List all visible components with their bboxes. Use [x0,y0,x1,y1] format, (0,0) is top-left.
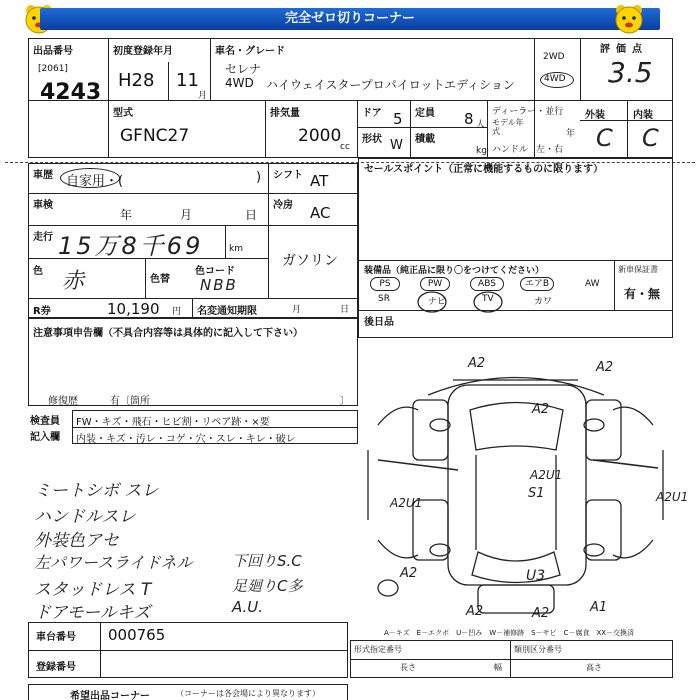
lot-label: 出品番号 [33,46,73,57]
notes-title: 注意事項申告欄（不具合内容等は具体的に記入して下さい） [33,328,303,339]
equip-pw: PW [420,277,450,291]
mark-11: A2 [532,606,550,621]
warranty-value: 有・無 [624,287,661,301]
dealer-label: ディーラー・並行 [492,107,564,117]
mark-6: A2U1 [530,468,563,482]
equip-ps: PS [370,277,400,291]
shift-label: シフト [273,170,303,181]
displacement: 2000 [298,126,342,146]
color-code-label: 色コード [195,266,235,277]
color-label: 色 [33,266,43,277]
displacement-label: 排気量 [270,108,300,119]
door-label: ドア [362,108,382,119]
warranty-label: 新車保証書 [618,265,658,274]
recycle-fee: 10,190 [107,300,160,318]
interior-row: 内装・キズ・汚レ・コゲ・穴・スレ・キレ・破レ [76,434,296,445]
shape: W [390,138,403,153]
eval-score: 3.5 [608,56,653,89]
note-line-1: ミートシボ スレ [34,481,159,501]
car-name: セレナ [225,62,262,76]
car-damage-diagram [358,340,673,630]
equip-label: 装備品（純正品に限り〇をつけてください） [364,266,545,276]
model-label: 型式 [113,108,133,119]
cc-unit: cc [340,142,350,152]
reg-label: 登録番号 [36,662,76,673]
fw-row: FW・キズ・飛石・ヒビ割・リペア跡・×要 [76,417,270,428]
footer-note: （コーナーは各会場により異なります） [176,689,320,698]
repair-close: 〕 [340,396,350,407]
mark-4: A2U1 [390,496,423,510]
entry-label: 記入欄 [30,432,60,443]
mark-3: A2 [532,402,550,417]
grade: ハイウェイスタープロパイロットエディション [266,78,515,92]
equip-sr: SR [378,294,390,304]
mark-2: A2 [596,360,614,375]
note-line-6: ドアモールキズ [34,603,151,623]
handle-label: ハンドル [492,145,529,155]
footer-title: 希望出品コーナー [70,691,150,700]
km-unit: km [229,244,243,254]
body-color-label: 色替 [150,274,170,285]
sales-title: セールスポイント（正常に機能するものに限ります） [364,164,604,175]
eval-label: 評価点 [600,44,648,55]
repair-label: 修復歴 [48,396,78,407]
history-close: ) [256,170,262,185]
history: 自家用・( [66,174,124,189]
note-line-3: 外装色アセ [34,531,119,551]
doors: 5 [393,110,403,128]
mileage: 15万8千69 [58,232,204,260]
equip-abs: ABS [470,277,504,291]
note-line-2: ハンドルスレ [34,507,136,527]
month-unit: 月 [198,91,208,101]
recycle-label: R券 [33,306,51,317]
drive-4wd: 4WD [544,74,566,84]
equip-leather: カワ [534,297,553,307]
lot-sub: [2061] [38,64,68,74]
note-right-3: A.U. [232,598,264,616]
ac-label: 冷房 [273,200,293,211]
interior-label: 内装 [633,110,653,121]
capacity-label: 定員 [415,108,435,119]
drive-2wd: 2WD [543,52,565,62]
mileage-label: 走行 [33,232,53,243]
model-year-label: モデル年式 [492,118,524,136]
chassis-number: 000765 [108,626,166,644]
inspection-year-unit: 年 [120,208,133,222]
first-reg-label: 初度登録年月 [113,46,173,57]
capacity: 8 [464,110,474,128]
handle-options: 左・右 [536,145,564,155]
capacity-unit: 人 [476,120,486,130]
doc-deadline-label: 名変通知期限 [197,306,257,317]
year-unit: 年 [566,129,576,139]
fuel: ガソリン [282,253,338,269]
exterior-label: 外装 [585,110,605,121]
damage-legend: A－キズ E－エクボ U－凹み W－補修跡 S－サビ C－腐食 XX－交換済 [384,629,635,637]
mark-12: A1 [590,600,608,615]
height-label: 高さ [586,663,602,672]
load-unit: kg [476,146,487,156]
color-code: NBB [200,276,238,294]
note-right-1: 下回りS.C [232,552,302,570]
exterior-grade: C [596,124,613,152]
equip-navi: ナビ [428,297,447,307]
mark-1: A2 [468,356,486,371]
car-name-label: 車名・グレード [215,46,285,57]
inspection-label: 車検 [33,200,53,211]
drive-type: 4WD [225,76,254,90]
note-right-2: 足廻りC多 [232,577,303,595]
recycle-unit: 円 [172,307,182,317]
model: GFNC27 [120,126,190,146]
note-line-5: スタッドレス T [34,580,152,600]
spec-label: 形式指定番号 [354,645,402,654]
equip-aw: AW [585,279,600,289]
doc-month: 月 [292,305,302,315]
mascot-bear-icon [612,2,646,36]
width-label: 幅 [494,663,502,672]
ac: AC [310,204,331,222]
mark-8: A2 [400,566,418,581]
color: 赤 [62,269,85,294]
mark-9: U3 [526,568,546,584]
shift: AT [310,172,329,190]
equip-handwritten-circles [410,290,510,318]
mark-10: A2 [466,604,484,619]
equip-tv: TV [482,294,494,304]
repair-value: 有〔箇所 [110,396,150,407]
first-reg-month: 11 [176,70,199,91]
chassis-label: 車台番号 [36,632,76,643]
history-label: 車歴 [33,170,53,181]
mark-5: S1 [528,486,545,501]
class-label: 類別区分番号 [514,645,562,654]
banner-title: 完全ゼロ切りコーナー [40,8,660,30]
note-line-4: 左パワースライドネル [34,553,193,572]
inspector-label: 検査員 [30,416,60,427]
rear-label: 後日品 [364,317,394,328]
shape-label: 形状 [362,134,382,145]
interior-grade: C [642,124,659,152]
equip-airbag: エアB [520,277,554,291]
inspection-day-unit: 日 [245,208,258,222]
load-label: 積載 [415,134,435,145]
length-label: 長さ [400,663,416,672]
first-reg-era: H28 [118,70,155,91]
lot-number: 4243 [40,80,102,105]
inspection-month-unit: 月 [180,208,193,222]
doc-day: 日 [340,305,350,315]
mark-7: A2U1 [656,490,689,504]
sales-frame [358,158,673,338]
